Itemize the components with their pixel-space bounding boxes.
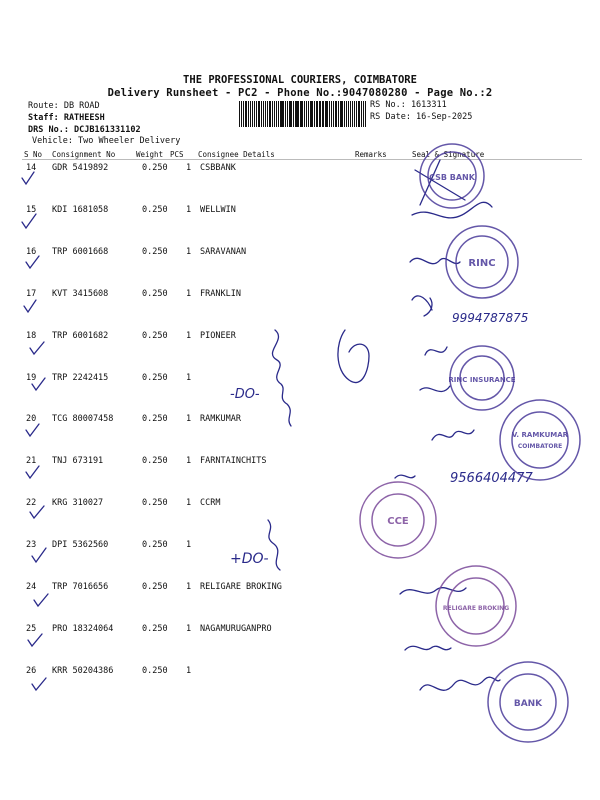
barcode-bar <box>272 101 273 127</box>
phone-note-2: 9566404477 <box>450 471 533 486</box>
pcs-cell: 1 <box>186 623 192 634</box>
pcs-cell: 1 <box>186 372 192 383</box>
vehicle-text: Vehicle: Two Wheeler Delivery <box>32 136 181 146</box>
pcs-cell: 1 <box>186 414 192 425</box>
consignment-cell: TRP 6001682 <box>52 330 109 341</box>
barcode-bar <box>352 101 353 127</box>
barcode-bar <box>300 101 301 127</box>
barcode-bar <box>329 101 330 127</box>
barcode-bar <box>310 101 311 127</box>
barcode-bar <box>338 101 339 127</box>
weight-cell: 0.250 <box>142 330 168 341</box>
pcs-cell: 1 <box>186 665 192 676</box>
runsheet-title: Delivery Runsheet - PC2 - Phone No.:9047080280 - Page No.:2 <box>107 87 493 99</box>
weight-cell: 0.250 <box>142 163 168 173</box>
rinc-stamp-text-1: RINC <box>468 258 496 269</box>
consignee-cell: RAMKUMAR <box>200 414 241 425</box>
consignee-cell: WELLWIN <box>200 204 236 215</box>
consignment-cell: KRG 310027 <box>52 498 104 509</box>
consignment-cell: KDI 1681058 <box>52 204 109 215</box>
barcode-bar <box>325 101 326 127</box>
barcode-bar <box>243 101 244 127</box>
barcode-bar <box>293 101 294 127</box>
barcode-bar <box>314 101 315 127</box>
barcode-bar <box>304 101 305 127</box>
pcs-cell: 1 <box>186 246 192 257</box>
barcode-bar <box>358 101 360 127</box>
sno-cell: 15 <box>26 204 37 215</box>
pcs-cell: 1 <box>186 498 192 509</box>
barcode-bar <box>287 101 288 127</box>
barcode-bar <box>306 101 307 127</box>
sno-cell: 23 <box>26 540 37 551</box>
sno-cell: 21 <box>26 456 37 467</box>
barcode-bar <box>276 101 277 127</box>
religare-stamp-text: RELIGARE BROKING <box>442 605 510 612</box>
do-note-2: +DO- <box>230 551 269 567</box>
barcode-bar <box>335 101 336 127</box>
weight-cell: 0.250 <box>142 623 168 634</box>
rs-date: RS Date: 16-Sep-2025 <box>370 112 473 122</box>
consignment-cell: PRO 18324064 <box>52 623 114 634</box>
barcode-bar <box>295 101 296 127</box>
barcode-bar <box>241 101 242 127</box>
csb-stamp-text: CSB BANK <box>429 173 475 182</box>
col-pcs: PCS <box>170 150 184 159</box>
barcode-bar <box>348 101 349 127</box>
weight-cell: 0.250 <box>142 288 168 299</box>
consignment-cell: KVT 3415608 <box>52 288 109 299</box>
route-text: Route: DB ROAD <box>28 101 100 111</box>
consignment-cell: TCG 80007458 <box>52 414 114 425</box>
cce-stamp-text: CCE <box>387 516 409 527</box>
barcode-bar <box>354 101 355 127</box>
table-row <box>0 247 600 289</box>
consignee-cell: PIONEER <box>200 330 236 341</box>
weight-cell: 0.250 <box>142 582 168 592</box>
table-row <box>0 163 600 205</box>
staff-text: Staff: RATHEESH <box>28 113 105 123</box>
pcs-cell: 1 <box>186 163 192 173</box>
company-title: THE PROFESSIONAL COURIERS, COIMBATORE <box>183 74 417 86</box>
barcode-bar <box>346 101 347 127</box>
consignment-cell: KRR 50204386 <box>52 665 114 676</box>
pcs-cell: 1 <box>186 582 192 592</box>
barcode-bar <box>350 101 351 127</box>
weight-cell: 0.250 <box>142 665 168 676</box>
barcode-bar <box>269 101 271 127</box>
barcode-bar <box>363 101 364 127</box>
ramkumar-stamp-text: V. RAMKUMAR <box>511 431 569 439</box>
consignment-cell: TRP 7016656 <box>52 582 109 592</box>
barcode-bar <box>340 101 341 127</box>
sno-cell: 14 <box>26 163 37 173</box>
barcode-bar <box>296 101 298 127</box>
header-rule <box>22 159 582 160</box>
barcode-bar <box>289 101 290 127</box>
barcode-bar <box>341 101 343 127</box>
col-consignment: Consignment No <box>52 150 116 159</box>
consignment-cell: TRP 6001668 <box>52 246 109 257</box>
barcode-bar <box>361 101 362 127</box>
pcs-cell: 1 <box>186 330 192 341</box>
sno-cell: 18 <box>26 330 37 341</box>
barcode <box>239 101 367 127</box>
consignment-cell: GDR 5419892 <box>52 163 109 173</box>
barcode-bar <box>248 101 249 127</box>
consignee-cell: CCRM <box>200 498 221 509</box>
barcode-bar <box>263 101 264 127</box>
barcode-bar <box>258 101 260 127</box>
rinc-stamp-text-2: RINC INSURANCE <box>448 376 516 384</box>
consignee-cell: RELIGARE BROKING <box>200 582 282 592</box>
consignee-cell: CSBBANK <box>200 163 236 173</box>
do-note-1: -DO- <box>230 387 260 402</box>
barcode-bar <box>316 101 317 127</box>
drs-number: DRS No.: DCJB161331102 <box>28 125 141 135</box>
col-seal: Seal & Signature <box>412 150 485 159</box>
pcs-cell: 1 <box>186 204 192 215</box>
table-row <box>0 289 600 331</box>
barcode-bar <box>281 101 283 127</box>
weight-cell: 0.250 <box>142 204 168 215</box>
barcode-bar <box>267 101 268 127</box>
pcs-cell: 1 <box>186 456 192 467</box>
phone-note-1: 9994787875 <box>452 311 529 325</box>
barcode-bar <box>252 101 253 127</box>
consignee-cell: FARNTAINCHITS <box>200 456 267 467</box>
barcode-bar <box>365 101 366 127</box>
weight-cell: 0.250 <box>142 246 168 257</box>
barcode-bar <box>344 101 345 127</box>
table-row <box>0 624 600 666</box>
barcode-bar <box>301 101 302 127</box>
weight-cell: 0.250 <box>142 414 168 425</box>
barcode-bar <box>254 101 255 127</box>
weight-cell: 0.250 <box>142 456 168 467</box>
barcode-bar <box>280 101 281 127</box>
sno-cell: 26 <box>26 665 37 676</box>
barcode-bar <box>274 101 275 127</box>
weight-cell: 0.250 <box>142 540 168 551</box>
table-row <box>0 331 600 373</box>
weight-cell: 0.250 <box>142 372 168 383</box>
barcode-bar <box>285 101 286 127</box>
table-row <box>0 414 600 456</box>
weight-cell: 0.250 <box>142 498 168 509</box>
barcode-bar <box>250 101 251 127</box>
pcs-cell: 1 <box>186 540 192 551</box>
consignment-cell: DPI 5362560 <box>52 540 109 551</box>
bank-stamp-text: BANK <box>513 699 543 709</box>
consignment-cell: TNJ 673191 <box>52 456 104 467</box>
sno-cell: 24 <box>26 582 37 592</box>
barcode-bar <box>333 101 334 127</box>
table-row <box>0 456 600 498</box>
barcode-bar <box>278 101 279 127</box>
barcode-bar <box>356 101 357 127</box>
barcode-bar <box>322 101 323 127</box>
col-weight: Weight <box>136 150 164 159</box>
barcode-bar <box>239 101 240 127</box>
consignee-cell: SARAVANAN <box>200 246 247 257</box>
sno-cell: 20 <box>26 414 37 425</box>
sno-cell: 16 <box>26 246 37 257</box>
barcode-bar <box>320 101 321 127</box>
table-row <box>0 582 600 624</box>
sno-cell: 17 <box>26 288 37 299</box>
sno-cell: 25 <box>26 623 37 634</box>
rs-number: RS No.: 1613311 <box>370 100 447 110</box>
table-row <box>0 498 600 540</box>
col-consignee: Consignee Details <box>198 150 275 159</box>
barcode-bar <box>290 101 291 127</box>
table-row <box>0 540 600 582</box>
table-row <box>0 373 600 415</box>
barcode-bar <box>319 101 320 127</box>
pcs-cell: 1 <box>186 288 192 299</box>
col-remarks: Remarks <box>355 150 387 159</box>
barcode-bar <box>311 101 313 127</box>
barcode-bar <box>308 101 309 127</box>
barcode-bar <box>331 101 332 127</box>
table-row <box>0 205 600 247</box>
barcode-bar <box>265 101 266 127</box>
consignee-cell: FRANKLIN <box>200 288 241 299</box>
table-row <box>0 666 600 708</box>
barcode-bar <box>256 101 257 127</box>
barcode-bar <box>326 101 328 127</box>
consignment-cell: TRP 2242415 <box>52 372 109 383</box>
barcode-bar <box>261 101 262 127</box>
barcode-bar <box>245 101 247 127</box>
consignee-cell: NAGAMURUGANPRO <box>200 623 272 634</box>
col-sno: S No <box>24 150 43 159</box>
ramkumar-stamp-city: COIMBATORE <box>517 443 563 450</box>
sno-cell: 22 <box>26 498 37 509</box>
sno-cell: 19 <box>26 372 37 383</box>
